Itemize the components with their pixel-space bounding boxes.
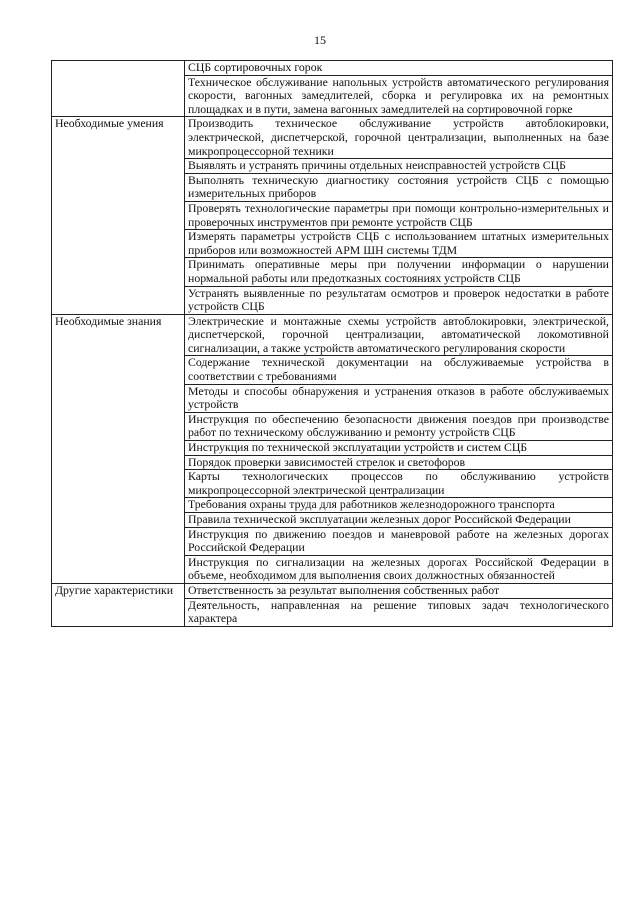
section-label-skills: Необходимые умения xyxy=(52,117,185,314)
table-cell: Инструкция по обеспечению безопасности движения поездов при производстве работ по техническому обслуживанию и ремонту устройств СЦБ xyxy=(185,412,613,440)
table-cell: Ответственность за результат выполнения собственных работ xyxy=(185,583,613,598)
table-row xyxy=(52,314,613,356)
table-cell: Производить техническое обслуживание устройств автоблокировки, электрической, диспетчерской, горочной централизации, выполненных на базе микропроцессорной техники xyxy=(185,117,613,159)
table-cell: Измерять параметры устройств СЦБ с использованием штатных измерительных приборов или возможностей АРМ ШН системы ТДМ xyxy=(185,230,613,258)
table-cell: СЦБ сортировочных горок xyxy=(185,61,613,76)
table-cell: Деятельность, направленная на решение типовых задач технологического характера xyxy=(185,598,613,626)
table-cell: Требования охраны труда для работников железнодорожного транспорта xyxy=(185,498,613,513)
page-number: 15 xyxy=(314,33,326,47)
table-cell: Инструкция по сигнализации на железных дорогах Российской Федерации в объеме, необходимом для выполнения своих должностных обязанностей xyxy=(185,555,613,583)
table-cell: Устранять выявленные по результатам осмотров и проверок недостатки в работе устройств СЦБ xyxy=(185,286,613,314)
table-row xyxy=(52,117,613,159)
table-cell: Карты технологических процессов по обслуживанию устройств микропроцессорной электрической централизации xyxy=(185,470,613,498)
table-cell: Содержание технической документации на обслуживаемые устройства в соответствии с требованиями xyxy=(185,356,613,384)
table-cell: Порядок проверки зависимостей стрелок и светофоров xyxy=(185,455,613,470)
section-label-knowledge: Необходимые знания xyxy=(52,314,185,583)
table-cell: Проверять технологические параметры при помощи контрольно-измерительных и проверочных инструментов при ремонте устройств СЦБ xyxy=(185,201,613,229)
section-label xyxy=(52,61,185,117)
table-cell: Правила технической эксплуатации железных дорог Российской Федерации xyxy=(185,513,613,528)
table-cell: Методы и способы обнаружения и устранения отказов в работе обслуживаемых устройств xyxy=(185,384,613,412)
table-cell: Инструкция по движению поездов и маневровой работе на железных дорогах Российской Федерации xyxy=(185,527,613,555)
table-cell: Выявлять и устранять причины отдельных неисправностей устройств СЦБ xyxy=(185,159,613,174)
table-cell: Электрические и монтажные схемы устройств автоблокировки, электрической, диспетчерской, горочной централизации, автоматической локомотивной сигнализации, а также устройств автоматического регулирования скорости xyxy=(185,314,613,356)
requirements-table xyxy=(51,60,613,627)
table-row xyxy=(52,583,613,598)
table-row xyxy=(52,61,613,76)
table-cell: Инструкция по технической эксплуатации устройств и систем СЦБ xyxy=(185,441,613,456)
table-cell: Выполнять техническую диагностику состояния устройств СЦБ с помощью измерительных приборов xyxy=(185,173,613,201)
section-label-other: Другие характеристики xyxy=(52,583,185,626)
table-cell: Принимать оперативные меры при получении информации о нарушении нормальной работы или предотказных состояниях устройств СЦБ xyxy=(185,258,613,286)
table-cell: Техническое обслуживание напольных устройств автоматического регулирования скорости, вагонных замедлителей, сборка и регулировка их на ремонтных площадках и в пути, замена вагонных замедлителей на сортировочной горке xyxy=(185,75,613,117)
